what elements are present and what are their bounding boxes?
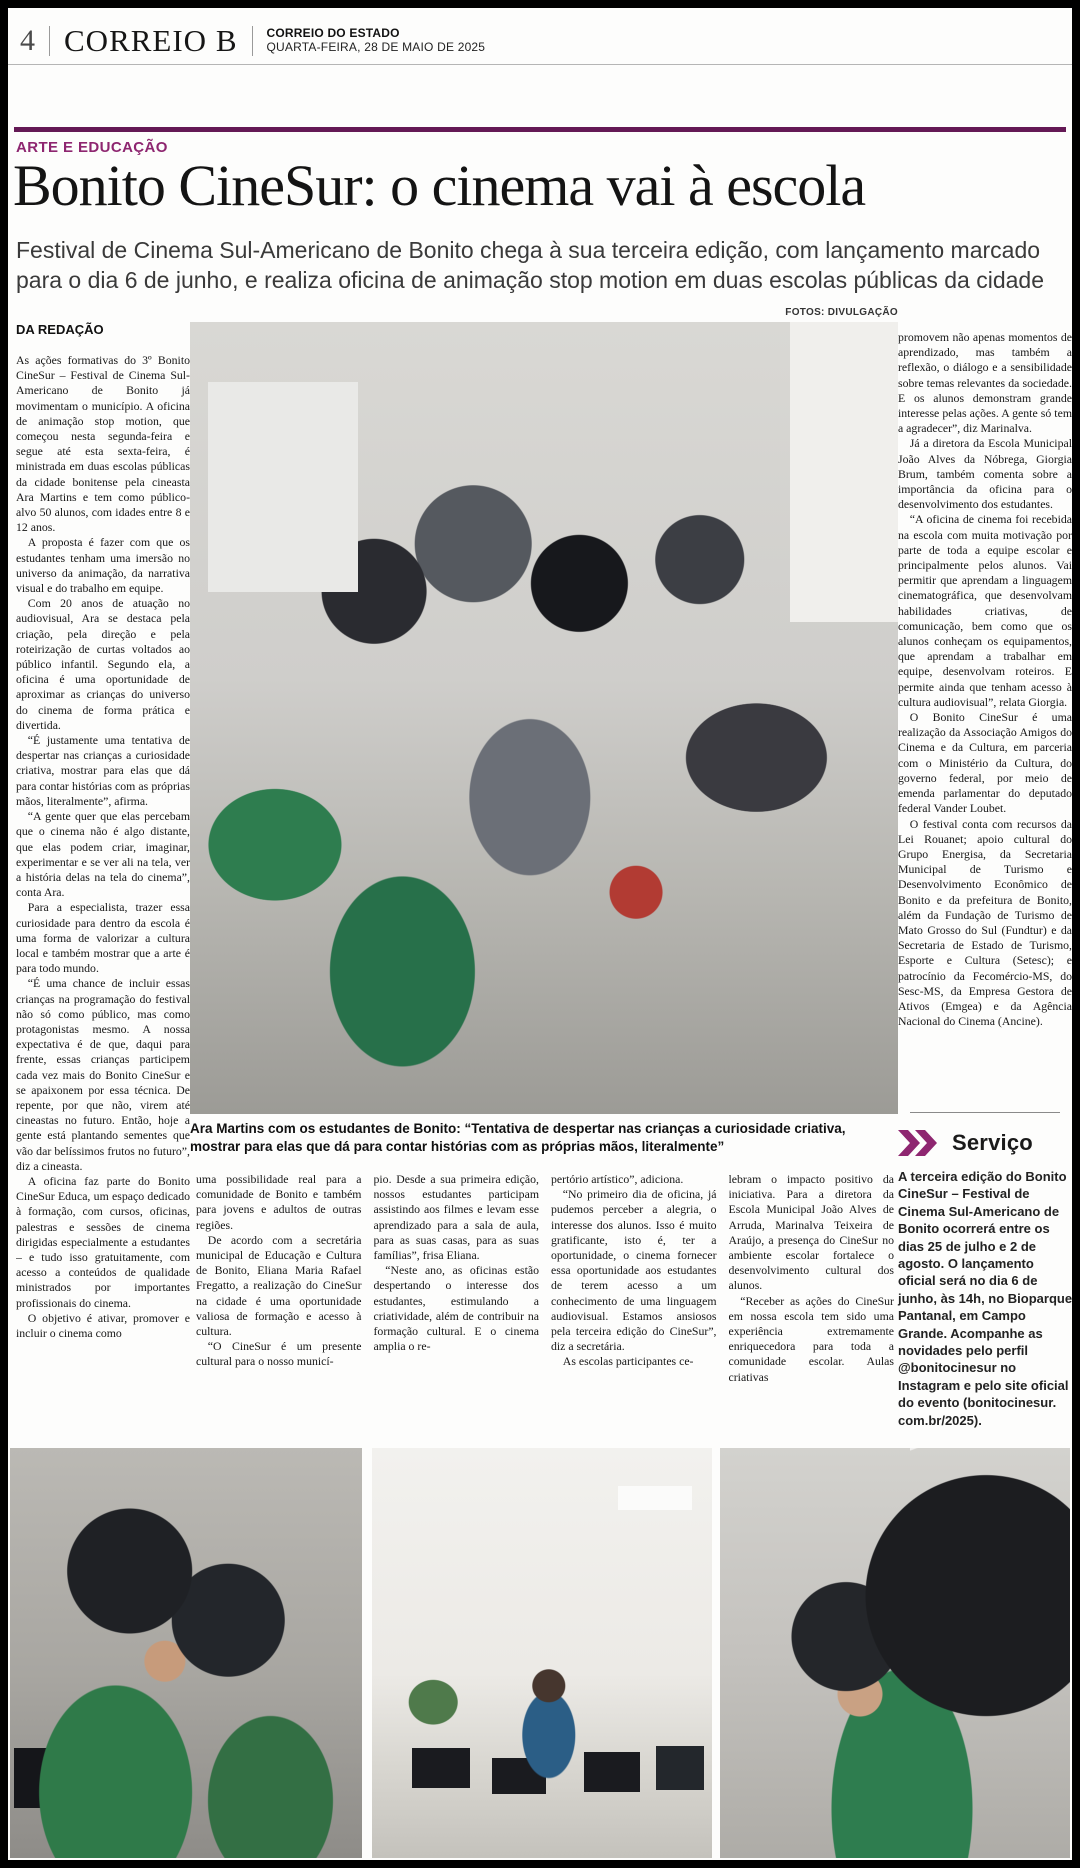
publication-name: CORREIO DO ESTADO (266, 26, 400, 41)
paragraph: pio. Desde a sua primeira edição, nossos estudantes participam assistindo aos filmes e levam esse aprendizado para a sala de aula, para as suas casas, para as suas famílias”, frisa Eliana. (373, 1172, 539, 1263)
article-bottom-columns (196, 1172, 894, 1450)
article-byline: DA REDAÇÃO (16, 322, 104, 337)
header-divider (49, 26, 50, 56)
paragraph: Com 20 anos de atuação no audiovisual, Ara se destaca pela criação, pela direção e pela roteirização de curtas voltados ao público infantil. Segundo ela, a oficina é uma oportunidade de aproximar as crianças do universo do cinema de forma prática e divertida. (16, 596, 190, 732)
photo-credit: FOTOS: DIVULGAÇÃO (785, 307, 898, 318)
newspaper-page (8, 8, 1072, 1860)
paragraph: “Neste ano, as oficinas estão despertando o interesse dos estudantes, estimulando a criatividade, além de contribuir na formação cultural. E o cinema amplia o re- (373, 1263, 539, 1354)
paragraph: “É uma chance de incluir essas crianças na programação do festival não só como público, mas como protagonistas mesmo. A nossa expectativa é de que, daqui para frente, essas crianças participem cada vez mais do Bonito CineSur e se apaixonem por essa técnica. De repente, por que não, virem até cineastas no futuro. Então, hoje a gente está plantando sementes que vão dar belíssimos frutos no futuro”, diz a cineasta. (16, 976, 190, 1173)
double-chevron-icon (898, 1130, 942, 1156)
paragraph: As ações formativas do 3º Bonito CineSur – Festival de Cinema Sul-Americano de Bonito já movimentam o município. A oficina de animação stop motion, que começou nesta segunda-feira e segue até esta sexta-feira, é ministrada em duas escolas públicas da cidade bonitense pela cineasta Ara Martins e tem como público-alvo 50 alunos, com idades entre 8 e 12 anos. (16, 353, 190, 535)
publication-block (267, 27, 486, 55)
publication-date: QUARTA-FEIRA, 28 DE MAIO DE 2025 (266, 40, 486, 54)
bottom-column-4 (729, 1172, 895, 1450)
paragraph: O objetivo é ativar, promover e incluir o cinema como (16, 1310, 190, 1340)
bottom-photo-classroom-wide (372, 1448, 712, 1858)
article-kicker: ARTE E EDUCAÇÃO (16, 139, 168, 156)
paragraph: Para a especialista, trazer essa curiosidade para dentro da escola é uma forma de valorizar a cultura local e também mostrar que a arte é para todo mundo. (16, 900, 190, 976)
service-box (898, 1130, 1072, 1429)
service-title: Serviço (952, 1130, 1033, 1155)
bottom-column-3 (551, 1172, 717, 1450)
paragraph: O Bonito CineSur é uma realização da Associação Amigos do Cinema e da Cultura, em parceria com o Ministério da Cultura, do governo federal, por meio de emenda parlamentar do deputado federal Vander Loubet. (898, 710, 1072, 816)
service-header (898, 1130, 1072, 1156)
paragraph: promovem não apenas momentos de aprendizado, mas também a reflexão, o diálogo e a sensibilidade sobre temas relevantes da sociedade. E os alunos demonstram grande interesse pelas ações. A gente só tem a agradecer”, diz Marinalva. (898, 330, 1072, 436)
paragraph: “Receber as ações do CineSur em nossa escola tem sido uma experiência extremamente enriquecedora para toda a comunidade escolar. Aulas criativas (728, 1293, 894, 1384)
page-number: 4 (20, 24, 35, 57)
article-column-right (898, 330, 1072, 1122)
service-body: A terceira edição do Bonito CineSur – Festival de Cinema Sul-Americano de Bonito ocorrerá entre os dias 25 de julho e 2 de agosto. O lançamento oficial será no dia 6 de junho, às 14h, no Bioparque Pantanal, em Campo Grande. Acompanhe as novidades pelo perfil @bonitocinesur no Instagram e pelo site oficial do evento (bonitocinesur. com.br/2025). (898, 1169, 1072, 1428)
bottom-photo-instructor-with-students (720, 1448, 1070, 1858)
paragraph: Já a diretora da Escola Municipal João Alves da Nóbrega, Giorgia Brum, também comenta sobre a importância da oficina para o desenvolvimento dos estudantes. (898, 436, 1072, 512)
bottom-photo-kids-at-computers (10, 1448, 362, 1858)
paragraph: A proposta é fazer com que os estudantes tenham uma imersão no universo da animação, da narrativa visual e do trabalho em equipe. (16, 535, 190, 596)
section-masthead: CORREIO B (64, 23, 238, 58)
article-subhead: Festival de Cinema Sul-Americano de Bonito chega à sua terceira edição, com lançamento marcado para o dia 6 de junho, e realiza oficina de animação stop motion em duas escolas públicas da cidade (16, 237, 1044, 293)
paragraph: O festival conta com recursos da Lei Rouanet; apoio cultural do Grupo Energisa, da Secretaria Municipal de Turismo e Desenvolvimento Econômico de Bonito e da prefeitura de Bonito, além da Fundação de Turismo de Mato Grosso do Sul (Fundtur) e da Secretaria de Estado de Turismo, Esporte e Cultura (Setesc); e patrocínio da Fecomércio-MS, do Sesc-MS, da Empresa Gestora de Ativos (Emgea) e da Agência Nacional do Cinema (Ancine). (898, 816, 1072, 1029)
header-rule (8, 64, 1072, 65)
paragraph: “O CineSur é um presente cultural para o nosso municí- (196, 1339, 362, 1369)
paragraph: As escolas participantes ce- (562, 1354, 694, 1369)
article-headline: Bonito CineSur: o cinema vai à escola (13, 153, 866, 218)
photo-caption: Ara Martins com os estudantes de Bonito: “Tentativa de despertar nas crianças a curiosidade criativa, mostrar para elas que dá para contar histórias com as próprias mãos, literalmente” (190, 1121, 846, 1154)
paragraph: A oficina faz parte do Bonito CineSur Educa, um espaço dedicado à formação, com cursos, oficinas, palestras e sessões de cinema dirigidas especialmente a estudantes – e tudo isso gratuitamente, com acesso a conteúdos de qualidade ministrados por importantes profissionais do cinema. (16, 1173, 190, 1310)
paragraph: lebram o impacto positivo da iniciativa. Para a diretora da Escola Municipal João Alves de Arruda, Marinalva Teixeira de Araújo, a presença do CineSur no ambiente escolar fortalece o desenvolvimento cultural dos alunos. (728, 1172, 894, 1293)
paragraph: uma possibilidade real para a comunidade de Bonito e também para jovens e adultos de outras regiões. (196, 1172, 362, 1232)
paragraph: “No primeiro dia de oficina, já pudemos perceber a alegria, o interesse dos alunos. Isso é muito gratificante, isto é, ter a oportunidade, o cinema fornecer essa oportunidade aos estudantes de terem acesso a um conhecimento de uma linguagem audiovisual. Estamos ansiosos pela terceira edição do CineSur”, diz a secretária. (551, 1187, 717, 1354)
paragraph: “A oficina de cinema foi recebida na escola com muita motivação por parte de toda a equipe escolar e principalmente pelos alunos. Vai permitir que aprendam a linguagem cinematográfica, que desenvolvam habilidades criativas, de comunicação, bem como que os alunos conheçam os equipamentos, que aprendam a trabalhar em equipe, desenvolvam roteiros. E permite ainda que tenham acesso à cultura audiovisual”, relata Giorgia. (898, 512, 1072, 709)
paragraph: “É justamente uma tentativa de despertar nas crianças a curiosidade criativa, mostrar para elas que dá para contar histórias com as próprias mãos, literalmente”, afirma. (16, 733, 190, 808)
paragraph: pertório artístico”, adiciona. (551, 1172, 684, 1186)
page-header (20, 20, 485, 62)
main-photo-classroom-workshop (190, 322, 898, 1114)
header-divider (252, 26, 253, 56)
article-column-left (16, 353, 190, 1415)
paragraph: De acordo com a secretária municipal de Educação e Cultura de Bonito, Eliana Maria Rafael Fregatto, a realização do CineSur na cidade é uma oportunidade valiosa de formação e acesso à cultura. (196, 1232, 362, 1339)
section-accent-bar (14, 127, 1066, 132)
service-divider (910, 1112, 1060, 1113)
bottom-column-2 (374, 1172, 540, 1450)
paragraph: “A gente quer que elas percebam que o cinema não é algo distante, que elas podem criar, imaginar, experimentar e se ver ali na tela, ver a história delas na tela do cinema”, conta Ara. (16, 809, 190, 900)
bottom-column-1 (196, 1172, 362, 1450)
